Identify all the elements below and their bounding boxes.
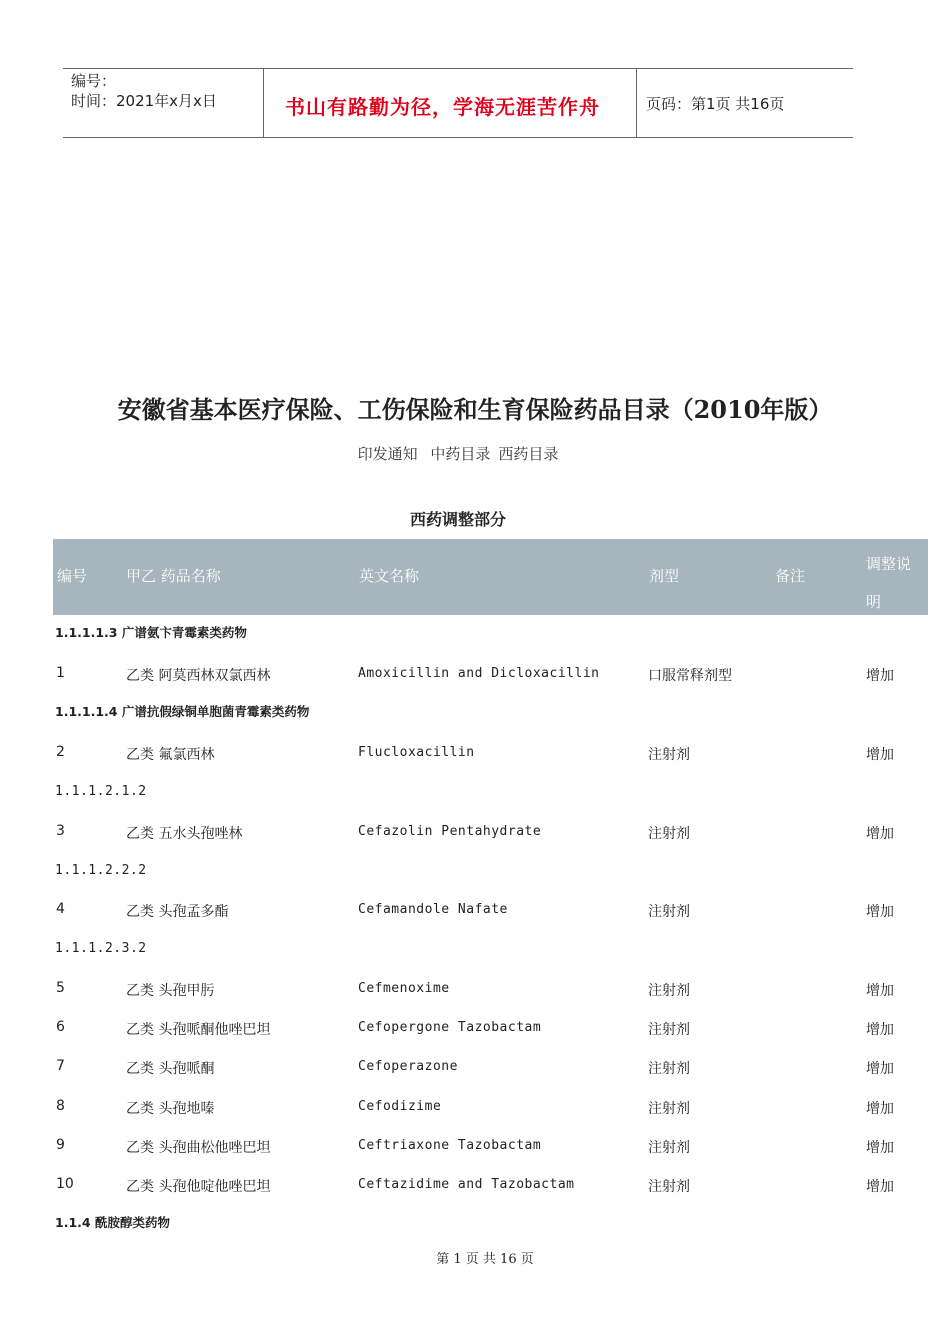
cell-number: 2 bbox=[56, 743, 65, 760]
cell-adjust-note: 增加 bbox=[866, 1139, 894, 1156]
cell-number: 1 bbox=[56, 665, 65, 682]
category-row bbox=[0, 615, 950, 654]
cell-number: 9 bbox=[56, 1136, 65, 1153]
table-row bbox=[0, 1165, 950, 1204]
nav-link-tcm-catalog[interactable]: 中药目录 bbox=[430, 445, 491, 463]
table-row bbox=[0, 1087, 950, 1126]
cell-english-name: Cefoperazone bbox=[358, 1059, 458, 1075]
cell-drug-name: 乙类 头孢哌酮 bbox=[126, 1061, 215, 1078]
code-label: 编号： bbox=[71, 72, 117, 90]
cell-adjust-note: 增加 bbox=[866, 746, 894, 763]
cell-dosage-form: 注射剂 bbox=[648, 904, 690, 921]
cell-dosage-form: 注射剂 bbox=[648, 1100, 690, 1117]
cell-dosage-form: 注射剂 bbox=[648, 746, 690, 763]
cell-adjust-note: 增加 bbox=[866, 1100, 894, 1117]
col-header-dosage-form: 剂型 bbox=[649, 567, 680, 585]
cell-adjust-note: 增加 bbox=[866, 1061, 894, 1078]
cell-number: 6 bbox=[56, 1019, 65, 1035]
nav-link-western-catalog[interactable]: 西药目录 bbox=[498, 445, 559, 463]
cell-english-name: Cefodizime bbox=[358, 1098, 442, 1114]
table-header bbox=[53, 539, 928, 615]
sub-navigation bbox=[0, 443, 916, 464]
cell-drug-name: 乙类 阿莫西林双氯西林 bbox=[126, 668, 271, 685]
cell-english-name: Cefopergone Tazobactam bbox=[358, 1020, 542, 1035]
table-row bbox=[0, 1008, 950, 1047]
page-footer: 第 1 页 共 16 页 bbox=[436, 1252, 534, 1267]
col-header-number: 编号 bbox=[57, 567, 88, 585]
header-divider bbox=[636, 69, 637, 137]
cell-dosage-form: 口服常释剂型 bbox=[648, 668, 732, 685]
cell-adjust-note: 增加 bbox=[866, 904, 894, 921]
time-label: 时间：2021年x月x日 bbox=[71, 92, 217, 110]
code-row bbox=[0, 929, 950, 968]
cell-drug-name: 乙类 头孢地嗪 bbox=[126, 1100, 215, 1117]
cell-number: 8 bbox=[56, 1097, 65, 1114]
document-title: 安徽省基本医疗保险、工伤保险和生育保险药品目录（2010年版） bbox=[117, 395, 833, 424]
table-row bbox=[0, 890, 950, 929]
document-header-box bbox=[63, 68, 853, 138]
header-divider bbox=[263, 69, 264, 137]
cell-adjust-note: 增加 bbox=[866, 668, 894, 685]
category-code: 1.1.1.2.3.2 bbox=[55, 941, 147, 957]
col-header-english-name: 英文名称 bbox=[359, 567, 420, 585]
code-row bbox=[0, 851, 950, 890]
cell-dosage-form: 注射剂 bbox=[648, 1139, 690, 1156]
cell-number: 5 bbox=[56, 979, 65, 996]
cell-drug-name: 乙类 氟氯西林 bbox=[126, 746, 215, 763]
table-row bbox=[0, 1126, 950, 1165]
cell-adjust-note: 增加 bbox=[866, 1022, 894, 1038]
cell-english-name: Ceftazidime and Tazobactam bbox=[358, 1177, 575, 1193]
cell-number: 4 bbox=[56, 901, 65, 918]
cell-drug-name: 乙类 头孢他啶他唑巴坦 bbox=[126, 1179, 271, 1196]
cell-english-name: Ceftriaxone Tazobactam bbox=[358, 1137, 542, 1153]
cell-dosage-form: 注射剂 bbox=[648, 1179, 690, 1196]
category-heading: 1.1.4 酰胺醇类药物 bbox=[55, 1214, 170, 1230]
category-row bbox=[0, 1205, 950, 1244]
header-page-info: 页码：第1页 共16页 bbox=[646, 95, 785, 113]
table-row bbox=[0, 969, 950, 1008]
cell-drug-name: 乙类 五水头孢唑林 bbox=[126, 825, 243, 842]
cell-english-name: Cefamandole Nafate bbox=[358, 902, 508, 918]
cell-english-name: Flucloxacillin bbox=[358, 744, 475, 760]
category-heading: 1.1.1.1.4 广谱抗假绿铜单胞菌青霉素类药物 bbox=[55, 703, 310, 719]
col-header-class-name: 甲乙 药品名称 bbox=[126, 567, 221, 585]
cell-drug-name: 乙类 头孢哌酮他唑巴坦 bbox=[126, 1022, 271, 1038]
cell-english-name: Cefazolin Pentahydrate bbox=[358, 823, 542, 839]
cell-dosage-form: 注射剂 bbox=[648, 825, 690, 842]
cell-adjust-note: 增加 bbox=[866, 982, 894, 999]
cell-english-name: Cefmenoxime bbox=[358, 980, 450, 996]
cell-english-name: Amoxicillin and Dicloxacillin bbox=[358, 666, 600, 682]
table-row bbox=[0, 733, 950, 772]
cell-dosage-form: 注射剂 bbox=[648, 1022, 690, 1038]
section-title: 西药调整部分 bbox=[409, 510, 506, 529]
header-meta bbox=[71, 71, 217, 111]
cell-drug-name: 乙类 头孢曲松他唑巴坦 bbox=[126, 1139, 271, 1156]
nav-link-notice[interactable]: 印发通知 bbox=[357, 445, 418, 463]
col-header-remarks: 备注 bbox=[775, 567, 806, 585]
cell-drug-name: 乙类 头孢孟多酯 bbox=[126, 904, 229, 921]
category-heading: 1.1.1.1.3 广谱氨卞青霉素类药物 bbox=[55, 625, 247, 640]
cell-drug-name: 乙类 头孢甲肟 bbox=[126, 982, 215, 999]
cell-adjust-note: 增加 bbox=[866, 825, 894, 842]
cell-number: 3 bbox=[56, 822, 65, 839]
category-code: 1.1.1.2.1.2 bbox=[55, 784, 147, 800]
cell-number: 7 bbox=[56, 1058, 65, 1075]
header-motto: 书山有路勤为径，学海无涯苦作舟 bbox=[285, 95, 600, 119]
table-row bbox=[0, 1047, 950, 1086]
code-row bbox=[0, 772, 950, 811]
category-row bbox=[0, 694, 950, 733]
category-code: 1.1.1.2.2.2 bbox=[55, 862, 147, 878]
cell-adjust-note: 增加 bbox=[866, 1179, 894, 1196]
cell-number: 10 bbox=[56, 1176, 74, 1193]
col-header-adjust-note: 调整说明 bbox=[866, 555, 912, 611]
table-row bbox=[0, 654, 950, 693]
cell-dosage-form: 注射剂 bbox=[648, 982, 690, 999]
cell-dosage-form: 注射剂 bbox=[648, 1061, 690, 1078]
table-row bbox=[0, 812, 950, 851]
